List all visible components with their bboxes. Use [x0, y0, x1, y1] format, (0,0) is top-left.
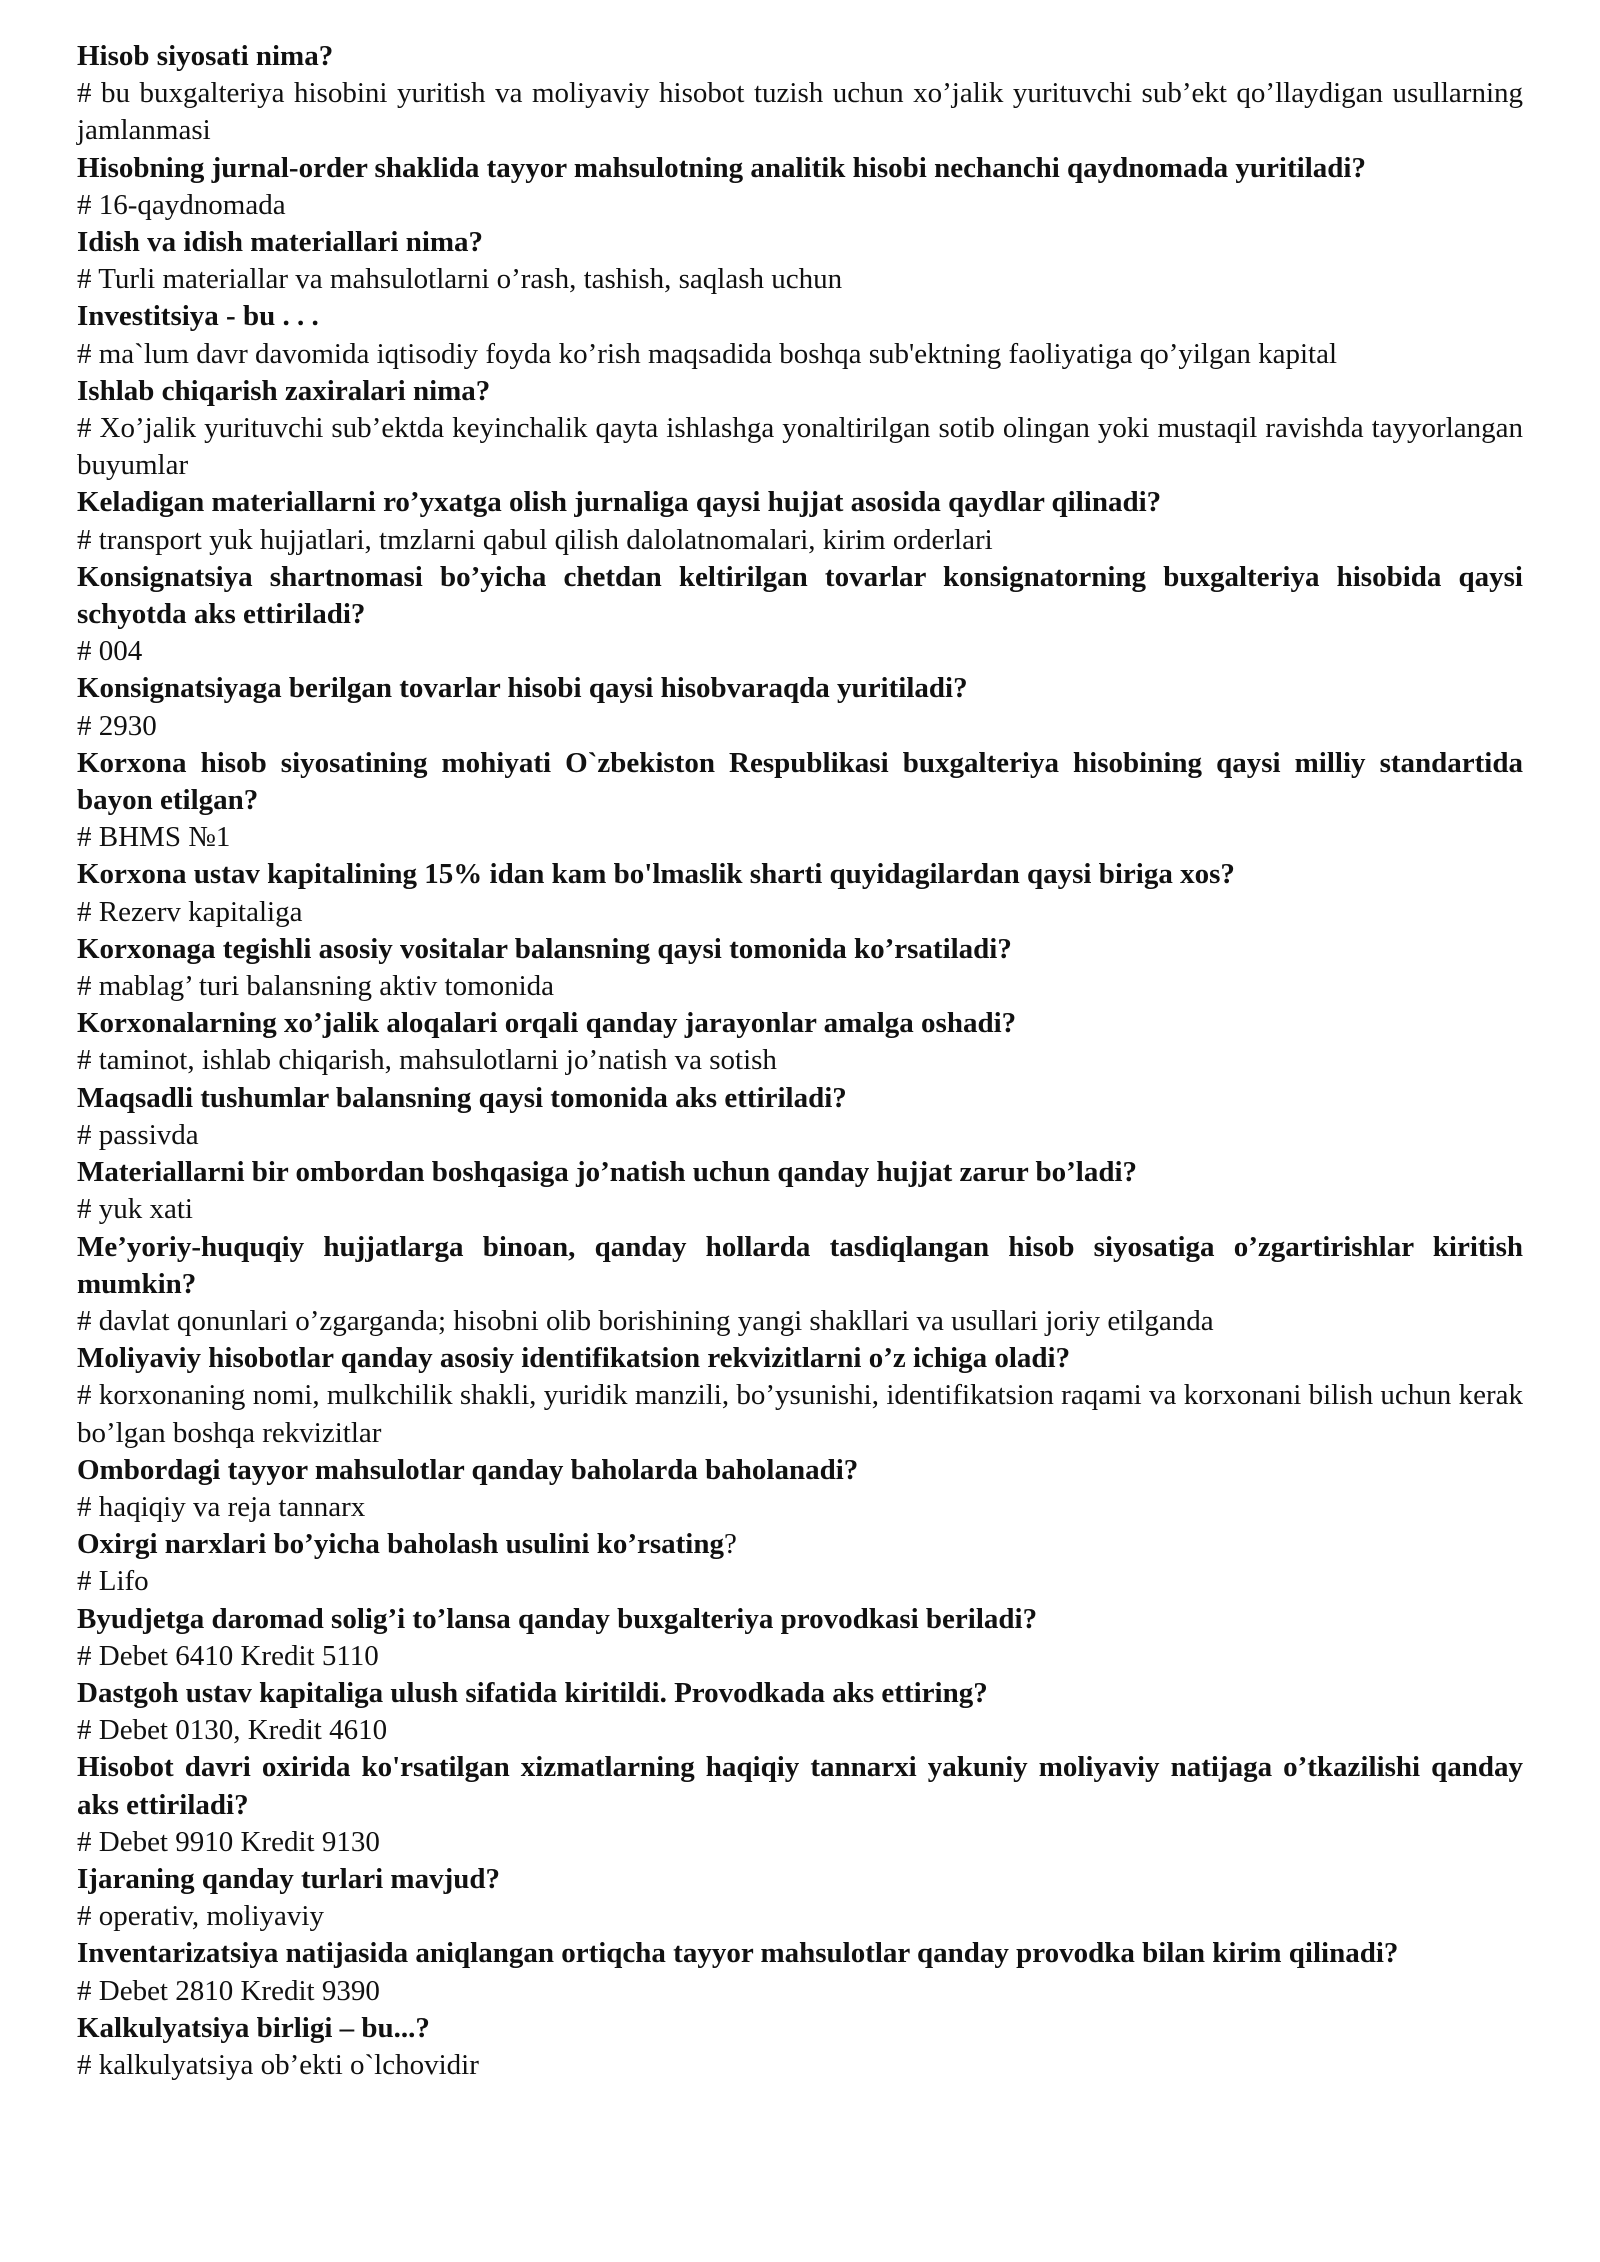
answer-text: # 2930 — [77, 709, 157, 742]
answer-text: # Rezerv kapitaliga — [77, 895, 303, 928]
qa-item — [77, 1452, 1523, 1526]
qa-item — [77, 1005, 1523, 1079]
question-mark: ? — [723, 1528, 737, 1561]
question-text: Moliyaviy hisobotlar qanday asosiy identifikatsion rekvizitlarni o’z ichiga oladi? — [77, 1342, 1071, 1375]
question-text: Oxirgi narxlari bo’yicha baholash usulini ko’rsating — [77, 1528, 724, 1561]
qa-item — [77, 373, 1523, 485]
question-text: Ombordagi tayyor mahsulotlar qanday baholarda baholanadi? — [77, 1453, 859, 1486]
answer-text: # yuk xati — [77, 1193, 193, 1226]
qa-item — [77, 1861, 1523, 1935]
qa-item — [77, 298, 1523, 372]
answer-text: # BHMS №1 — [77, 821, 231, 854]
answer-text: # Turli materiallar va mahsulotlarni o’rash, tashish, saqlash uchun — [77, 263, 843, 296]
answer-text: # bu buxgalteriya hisobini yuritish va moliyaviy hisobot tuzish uchun xo’jalik yurituvchi sub’ekt qo’llaydigan usullarning jamlanmasi — [77, 77, 1523, 147]
question-text: Hisobning jurnal-order shaklida tayyor mahsulotning analitik hisobi nechanchi qaydnomada yuritiladi? — [77, 151, 1366, 184]
question-text: Konsignatsiyaga berilgan tovarlar hisobi qaysi hisobvaraqda yuritiladi? — [77, 672, 968, 705]
answer-text: # kalkulyatsiya ob’ekti o`lchovidir — [77, 2048, 479, 2081]
question-text: Kalkulyatsiya birligi – bu...? — [77, 2011, 430, 2044]
question-text: Me’yoriy-huquqiy hujjatlarga binoan, qanday hollarda tasdiqlangan hisob siyosatiga o’zgartirishlar kiritish mumkin? — [77, 1230, 1523, 1300]
qa-item — [77, 931, 1523, 1005]
answer-text: # Debet 2810 Kredit 9390 — [77, 1974, 380, 2007]
question-text: Hisobot davri oxirida ko'rsatilgan xizmatlarning haqiqiy tannarxi yakuniy moliyaviy natijaga o’tkazilishi qanday aks ettiriladi? — [77, 1751, 1523, 1821]
answer-text: # korxonaning nomi, mulkchilik shakli, yuridik manzili, bo’ysunishi, identifikatsion raqami va korxonani bilish uchun kerak bo’lgan boshqa rekvizitlar — [77, 1379, 1523, 1449]
qa-item — [77, 1526, 1523, 1600]
question-text: Idish va idish materiallari nima? — [77, 226, 484, 259]
answer-text: # ma`lum davr davomida iqtisodiy foyda ko’rish maqsadida boshqa sub'ektning faoliyatiga qo’yilgan kapital — [77, 337, 1338, 370]
answer-text: # 004 — [77, 635, 143, 668]
answer-text: # transport yuk hujjatlari, tmzlarni qabul qilish dalolatnomalari, kirim orderlari — [77, 523, 993, 556]
qa-item — [77, 484, 1523, 558]
question-text: Korxona hisob siyosatining mohiyati O`zbekiston Respublikasi buxgalteriya hisobining qaysi milliy standartida bayon etilgan? — [77, 746, 1523, 817]
question-text: Byudjetga daromad solig’i to’lansa qanday buxgalteriya provodkasi beriladi? — [77, 1602, 1038, 1635]
question-line — [77, 1526, 1523, 1563]
qa-item — [77, 559, 1523, 671]
question-text: Ijaraning qanday turlari mavjud? — [77, 1862, 500, 1895]
question-text: Ishlab chiqarish zaxiralari nima? — [77, 374, 491, 407]
qa-item — [77, 1601, 1523, 1675]
qa-item — [77, 38, 1523, 150]
qa-item — [77, 745, 1523, 857]
answer-text: # mablag’ turi balansning aktiv tomonida — [77, 970, 555, 1003]
qa-item — [77, 1935, 1523, 2009]
answer-text: # operativ, moliyaviy — [77, 1900, 324, 1933]
qa-item — [77, 224, 1523, 298]
question-text: Dastgoh ustav kapitaliga ulush sifatida kiritildi. Provodkada aks ettiring? — [77, 1676, 988, 1709]
answer-text: # taminot, ishlab chiqarish, mahsulotlarni jo’natish va sotish — [77, 1044, 777, 1077]
question-text: Inventarizatsiya natijasida aniqlangan ortiqcha tayyor mahsulotlar qanday provodka bilan kirim qilinadi? — [77, 1937, 1399, 1970]
answer-text: # Debet 9910 Kredit 9130 — [77, 1825, 380, 1858]
answer-text: # davlat qonunlari o’zgarganda; hisobni olib borishining yangi shakllari va usullari joriy etilganda — [77, 1304, 1214, 1337]
qa-item — [77, 1154, 1523, 1228]
answer-text: # Debet 6410 Kredit 5110 — [77, 1639, 379, 1672]
qa-item — [77, 2010, 1523, 2084]
answer-text: # Xo’jalik yurituvchi sub’ektda keyinchalik qayta ishlashga yonaltirilgan sotib olingan yoki mustaqil ravishda tayyorlangan buyumlar — [77, 412, 1523, 482]
question-text: Korxona ustav kapitalining 15% idan kam bo'lmaslik sharti quyidagilardan qaysi biriga xos? — [77, 858, 1235, 891]
question-text: Materiallarni bir ombordan boshqasiga jo’natish uchun qanday hujjat zarur bo’ladi? — [77, 1156, 1138, 1189]
answer-text: # haqiqiy va reja tannarx — [77, 1490, 366, 1523]
qa-item — [77, 1080, 1523, 1154]
question-text: Keladigan materiallarni ro’yxatga olish jurnaliga qaysi hujjat asosida qaydlar qilinadi? — [77, 486, 1162, 519]
question-text: Konsignatsiya shartnomasi bo’yicha chetdan keltirilgan tovarlar konsignatorning buxgalteriya hisobida qaysi schyotda aks ettiriladi? — [77, 560, 1523, 631]
qa-item — [77, 1340, 1523, 1452]
qa-item — [77, 150, 1523, 224]
qa-item — [77, 670, 1523, 744]
qa-item — [77, 1675, 1523, 1749]
question-text: Maqsadli tushumlar balansning qaysi tomonida aks ettiriladi? — [77, 1081, 847, 1114]
answer-text: # Debet 0130, Kredit 4610 — [77, 1714, 388, 1747]
document-page — [77, 38, 1523, 2084]
qa-item — [77, 856, 1523, 930]
answer-text: # 16-qaydnomada — [77, 188, 286, 221]
question-text: Korxonalarning xo’jalik aloqalari orqali qanday jarayonlar amalga oshadi? — [77, 1007, 1017, 1040]
question-text: Korxonaga tegishli asosiy vositalar balansning qaysi tomonida ko’rsatiladi? — [77, 932, 1012, 965]
answer-text: # Lifo — [77, 1565, 149, 1598]
qa-item — [77, 1229, 1523, 1341]
qa-item — [77, 1749, 1523, 1861]
answer-text: # passivda — [77, 1118, 199, 1151]
question-text: Hisob siyosati nima? — [77, 40, 334, 72]
question-text: Investitsiya - bu . . . — [77, 300, 319, 333]
